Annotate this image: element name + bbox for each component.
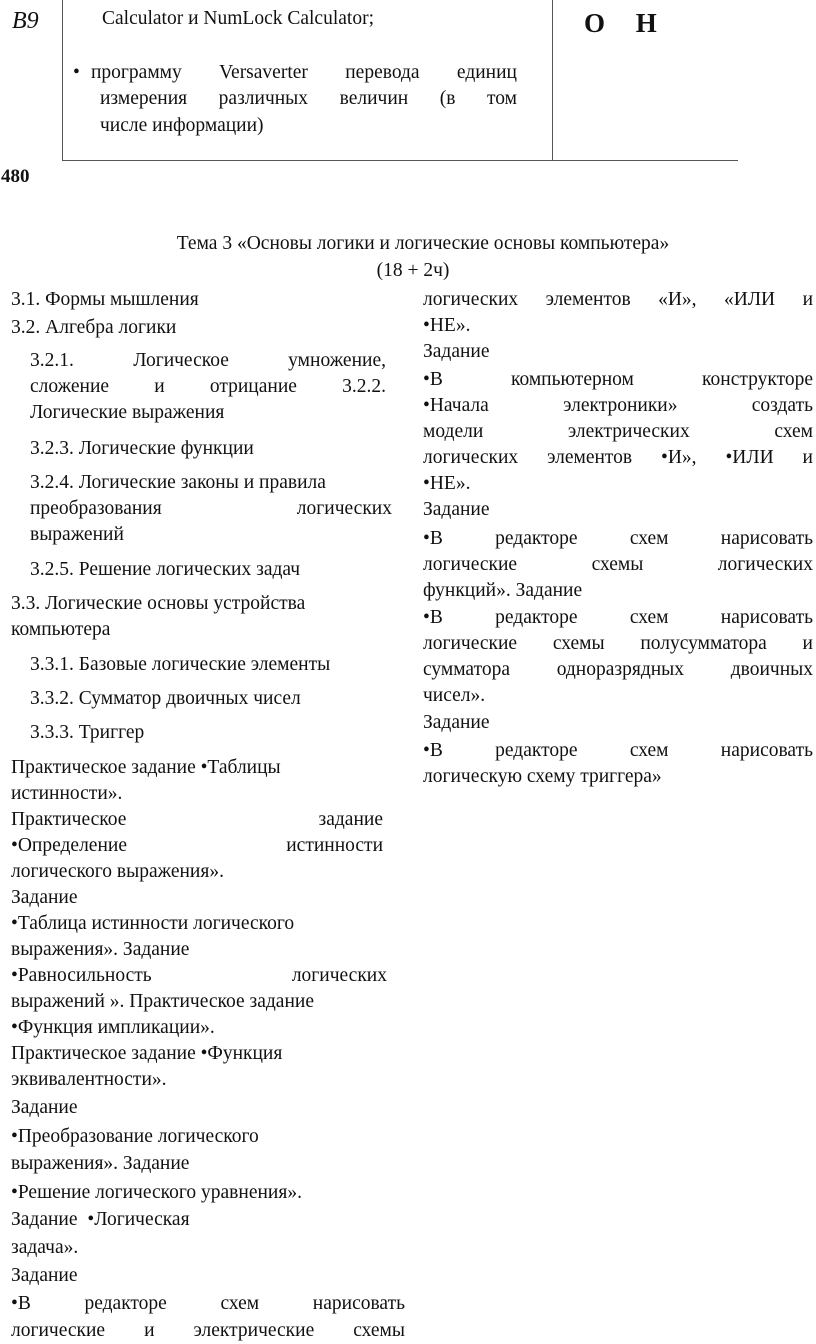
practice-line-19: задача».	[11, 1237, 79, 1258]
row-desc-line1: Calculator и NumLock Calculator;	[102, 8, 374, 29]
right-line-13: •В редакторе схем нарисовать	[423, 607, 813, 628]
right-line-11: логические схемы логических	[423, 554, 813, 575]
right-line-15: сумматора одноразрядных двоичных	[423, 659, 813, 680]
practice-line-21: •В редакторе схем нарисовать	[11, 1293, 405, 1314]
topic-hours: (18 + 2ч)	[376, 260, 450, 281]
practice-line-8: выражения». Задание	[11, 939, 190, 960]
section-3-2-1-line2: сложение и отрицание 3.2.2.	[30, 376, 386, 397]
right-line-8: •НЕ».	[423, 473, 471, 494]
table-border-left	[62, 0, 63, 160]
section-3-2-3: 3.2.3. Логические функции	[30, 438, 254, 459]
row-desc-line3: измерения различных величин (в том	[100, 88, 517, 109]
right-line-3: Задание	[423, 341, 490, 362]
practice-line-3: Практическое задание	[11, 809, 383, 830]
row-code: B9	[12, 8, 39, 34]
section-3-3-3: 3.3.3. Триггер	[30, 722, 145, 743]
section-3-2-4-line3: выражений	[30, 524, 124, 545]
section-3-2-1-line3: Логические выражения	[30, 402, 225, 423]
practice-line-11: •Функция импликации».	[11, 1017, 215, 1038]
section-3-3-line2: компьютера	[11, 619, 111, 640]
practice-line-1: Практическое задание •Таблицы	[11, 757, 281, 778]
row-desc-line4: числе информации)	[100, 115, 264, 136]
hours-total: 480	[1, 166, 30, 187]
practice-line-12: Практическое задание •Функция	[11, 1043, 283, 1064]
section-3-3-line1: 3.3. Логические основы устройства	[11, 593, 306, 614]
practice-line-7: •Таблица истинности логического	[11, 913, 295, 934]
topic-title: Тема 3 «Основы логики и логические основы компьютера»	[176, 233, 670, 254]
right-line-17: Задание	[423, 712, 490, 733]
row-desc-bullet: •	[73, 62, 80, 83]
practice-line-17: •Решение логического уравнения».	[11, 1182, 302, 1203]
right-line-19: логическую схему триггера»	[423, 766, 662, 787]
practice-line-2: истинности».	[11, 783, 123, 804]
section-3-3-2: 3.3.2. Сумматор двоичных чисел	[30, 688, 301, 709]
section-3-2-5: 3.2.5. Решение логических задач	[30, 559, 301, 580]
right-line-6: модели электрических схем	[423, 421, 813, 442]
right-line-12: функций». Задание	[423, 580, 583, 601]
practice-line-18: Задание •Логическая	[11, 1209, 190, 1230]
practice-line-14: Задание	[11, 1097, 78, 1118]
section-3-2-4-line1: 3.2.4. Логические законы и правила	[30, 472, 326, 493]
practice-line-22: логические и электрические схемы	[11, 1320, 405, 1341]
practice-line-10: выражений ». Практическое задание	[11, 991, 314, 1012]
table-border-bottom	[62, 160, 738, 161]
practice-line-20: Задание	[11, 1265, 78, 1286]
right-line-9: Задание	[423, 499, 490, 520]
right-line-5: •Начала электроники» создать	[423, 395, 813, 416]
practice-line-4: •Определение истинности	[11, 835, 383, 856]
section-3-2-4-line2: преобразования логических	[30, 498, 392, 519]
practice-line-13: эквивалентности».	[11, 1069, 167, 1090]
section-3-2: 3.2. Алгебра логики	[11, 317, 177, 338]
section-3-3-1: 3.3.1. Базовые логические элементы	[30, 654, 331, 675]
right-line-10: •В редакторе схем нарисовать	[423, 528, 813, 549]
practice-line-5: логического выражения».	[11, 861, 224, 882]
section-3-1: 3.1. Формы мышления	[11, 289, 199, 310]
right-line-7: логических элементов •И», •ИЛИ и	[423, 447, 813, 468]
section-3-2-1-line1: 3.2.1. Логическое умножение,	[30, 350, 386, 371]
right-line-16: чисел».	[423, 685, 486, 706]
row-desc-line2: программу Versaverter перевода единиц	[91, 62, 517, 83]
right-line-1: логических элементов «И», «ИЛИ и	[423, 289, 813, 310]
right-line-2: •НЕ».	[423, 315, 471, 336]
practice-line-16: выражения». Задание	[11, 1153, 190, 1174]
right-line-4: •В компьютерном конструкторе	[423, 369, 813, 390]
table-border-middle	[552, 0, 553, 160]
right-line-14: логические схемы полусумматора и	[423, 633, 813, 654]
practice-line-15: •Преобразование логического	[11, 1126, 259, 1147]
row-letters: О Н	[584, 8, 658, 38]
practice-line-6: Задание	[11, 887, 78, 908]
practice-line-9: •Равносильность логических	[11, 965, 387, 986]
right-line-18: •В редакторе схем нарисовать	[423, 740, 813, 761]
